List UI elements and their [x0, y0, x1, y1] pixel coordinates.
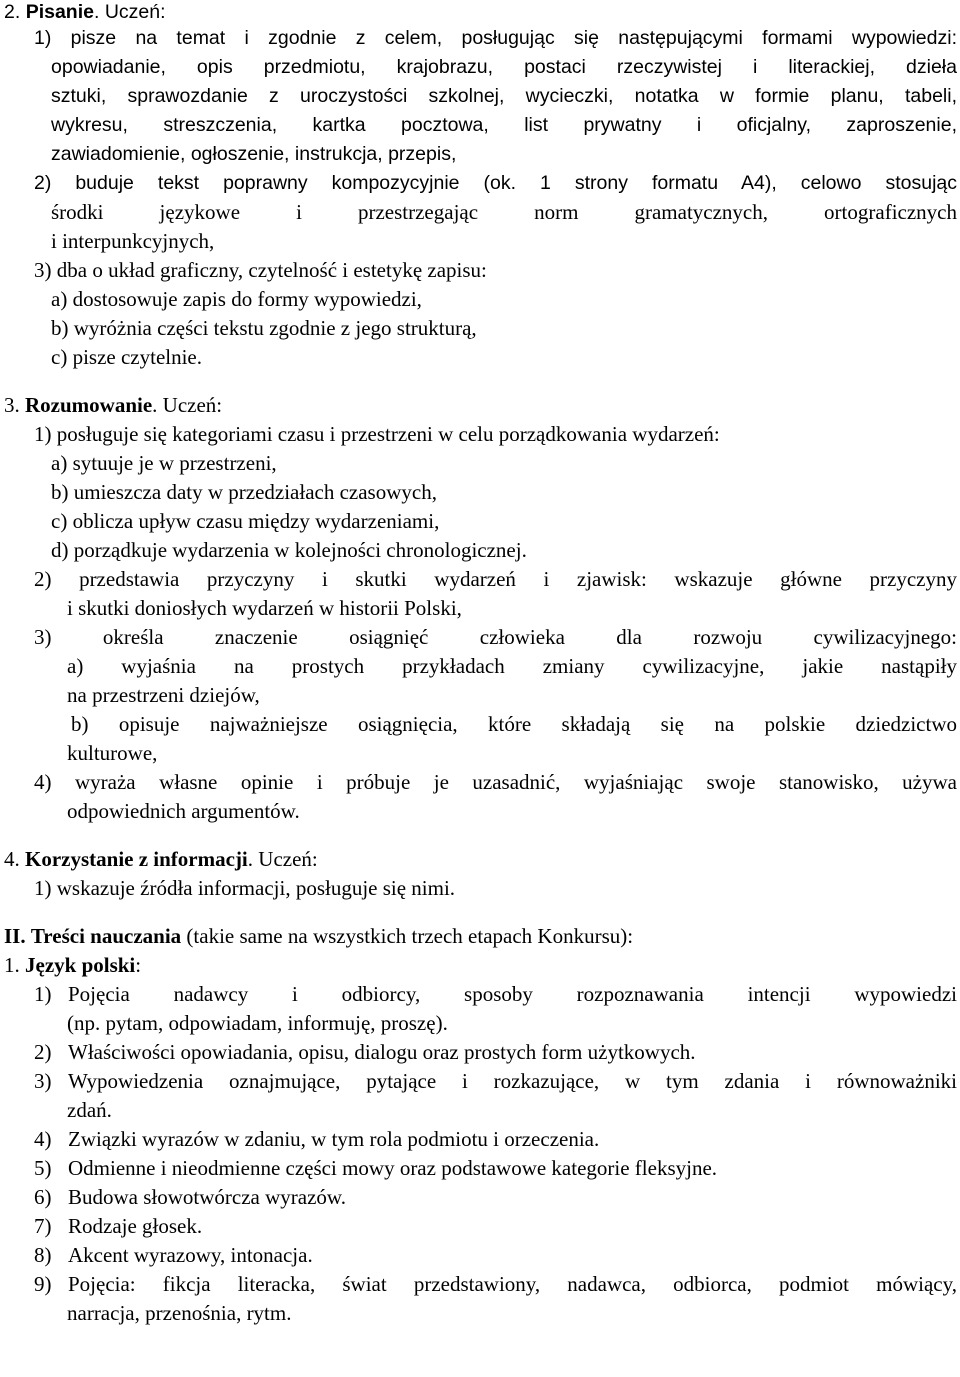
- text-line: 2) buduje tekst poprawny kompozycyjnie (ok. 1 strony formatu A4), celowo stosując: [34, 172, 957, 194]
- text-line: 3) dba o układ graficzny, czytelność i estetykę zapisu:: [34, 258, 487, 282]
- list-item: 3) Wypowiedzenia oznajmujące, pytające i rozkazujące, w tym zdania i równoważniki: [34, 1069, 957, 1093]
- list-item: 4) Związki wyrazów w zdaniu, w tym rola podmiotu i orzeczenia.: [34, 1127, 600, 1151]
- text-line: c) oblicza upływ czasu między wydarzeniami,: [51, 509, 440, 533]
- subsection-heading: 1. Język polski:: [4, 953, 142, 977]
- list-item: 9) Pojęcia: fikcja literacka, świat przedstawiony, nadawca, odbiorca, podmiot mówiący,: [34, 1272, 957, 1296]
- text-line: 3) określa znaczenie osiągnięć człowieka dla rozwoju cywilizacyjnego:: [34, 625, 957, 649]
- text-line: 1) pisze na temat i zgodnie z celem, posługując się następującymi formami wypowiedzi:: [34, 27, 957, 49]
- text-line: opowiadanie, opis przedmiotu, krajobrazu, postaci rzeczywistej i literackiej, dzieła: [51, 56, 957, 78]
- text-line: b) opisuje najważniejsze osiągnięcia, które składają się na polskie dziedzictwo: [71, 712, 957, 736]
- text-line: i skutki doniosłych wydarzeń w historii Polski,: [67, 596, 462, 620]
- part-title: Treści nauczania: [30, 924, 182, 948]
- text-line: a) dostosowuje zapis do formy wypowiedzi,: [51, 287, 422, 311]
- text-line: zawiadomienie, ogłoszenie, instrukcja, przepis,: [51, 143, 457, 165]
- text-line: 2) przedstawia przyczyny i skutki wydarzeń i zjawisk: wskazuje główne przyczyny: [34, 567, 957, 591]
- text-line: sztuki, sprawozdanie z uroczystości szkolnej, wycieczki, notatka w formie planu, tabeli,: [51, 85, 957, 107]
- text-line: wykresu, streszczenia, kartka pocztowa, list prywatny i oficjalny, zaproszenie,: [51, 114, 957, 136]
- section-heading: 4. Korzystanie z informacji. Uczeń:: [4, 847, 318, 871]
- text-line: na przestrzeni dziejów,: [67, 683, 260, 707]
- text-line: d) porządkuje wydarzenia w kolejności chronologicznej.: [51, 538, 527, 562]
- section-korzystanie: [4, 845, 957, 903]
- section-title: Korzystanie z informacji: [25, 847, 248, 871]
- text-line: i interpunkcyjnych,: [51, 229, 215, 253]
- list-item-continuation: zdań.: [67, 1098, 112, 1122]
- text-line: c) pisze czytelnie.: [51, 345, 202, 369]
- list-item: 5) Odmienne i nieodmienne części mowy oraz podstawowe kategorie fleksyjne.: [34, 1156, 718, 1180]
- text-line: 1) wskazuje źródła informacji, posługuje się nimi.: [34, 876, 456, 900]
- text-line: odpowiednich argumentów.: [67, 799, 300, 823]
- text-line: 4) wyraża własne opinie i próbuje je uzasadnić, wyjaśniając swoje stanowisko, używa: [34, 770, 957, 794]
- text-line: b) umieszcza daty w przedziałach czasowych,: [51, 480, 437, 504]
- section-heading: 3. Rozumowanie. Uczeń:: [4, 393, 223, 417]
- text-line: 1) posługuje się kategoriami czasu i przestrzeni w celu porządkowania wydarzeń:: [34, 422, 720, 446]
- section-title: Pisanie: [25, 1, 94, 23]
- list-item: 2) Właściwości opowiadania, opisu, dialogu oraz prostych form użytkowych.: [34, 1040, 696, 1064]
- section-heading: 2. Pisanie. Uczeń:: [4, 1, 166, 23]
- part-tresci-nauczania: [4, 922, 957, 1328]
- text-line: a) sytuuje je w przestrzeni,: [51, 451, 277, 475]
- list-item: 6) Budowa słowotwórcza wyrazów.: [34, 1185, 346, 1209]
- text-line: a) wyjaśnia na prostych przykładach zmiany cywilizacyjne, jakie nastąpiły: [67, 654, 957, 678]
- section-rozumowanie: [4, 391, 957, 826]
- list-item: 1) Pojęcia nadawcy i odbiorcy, sposoby rozpoznawania intencji wypowiedzi: [34, 982, 957, 1006]
- text-line: środki językowe i przestrzegając norm gramatycznych, ortograficznych: [51, 200, 957, 224]
- list-item: 7) Rodzaje głosek.: [34, 1214, 203, 1238]
- list-item-continuation: (np. pytam, odpowiadam, informuję, proszę).: [67, 1011, 448, 1035]
- list-item-continuation: narracja, przenośnia, rytm.: [67, 1301, 292, 1325]
- part-heading: II. Treści nauczania (takie same na wszystkich trzech etapach Konkursu):: [4, 924, 634, 948]
- subsection-title: Język polski: [25, 953, 136, 977]
- section-pisanie: [4, 0, 957, 372]
- section-title: Rozumowanie: [25, 393, 153, 417]
- text-line: b) wyróżnia części tekstu zgodnie z jego strukturą,: [51, 316, 477, 340]
- text-line: kulturowe,: [67, 741, 158, 765]
- list-item: 8) Akcent wyrazowy, intonacja.: [34, 1243, 313, 1267]
